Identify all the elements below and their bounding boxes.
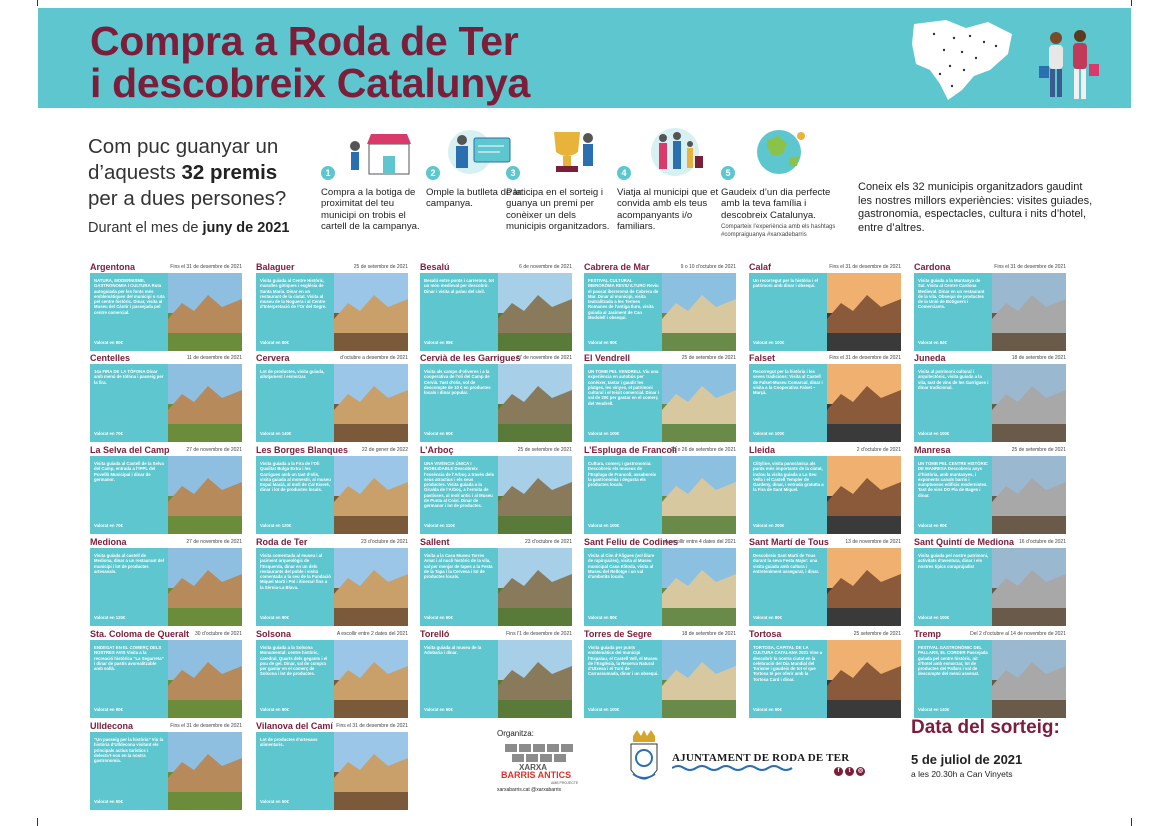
municipality-photo <box>168 548 242 626</box>
prize-description-box <box>749 640 827 718</box>
municipality-card <box>256 629 408 719</box>
prize-value: Valorat en 100€ <box>753 340 785 345</box>
organizer-label: Organitza: <box>497 729 534 738</box>
prize-description: Descobreix Sant Martí de Tous durant la seva Festa Major: una visita guiada amb cultura i entreteniment assegurat, i dinar. <box>753 553 820 574</box>
municipality-card <box>914 629 1066 719</box>
xarxa-barris-antics-logo <box>497 744 593 784</box>
municipality-name: L’Espluga de Francolí <box>584 445 678 455</box>
prize-description: Visita guiada al castell de Mediona, dinar a un restaurant del municipi i lot de productes artesanals. <box>94 553 164 574</box>
prize-description: “Un passeig per la història” Viu la història d’Ulldecona visitant els principals actius turístics i delecta’t-vos en la nostra gastronomia. <box>94 737 164 764</box>
prize-description-box <box>749 456 827 534</box>
prize-value: Valorat en 140€ <box>918 707 950 712</box>
prize-description-box <box>420 364 498 442</box>
municipality-date: 27 de novembre de 2021 <box>186 447 242 453</box>
municipality-photo <box>168 456 242 534</box>
municipality-photo <box>827 640 901 718</box>
municipality-date: d’octubre a desembre de 2021 <box>340 355 408 361</box>
page-title: Compra a Roda de Ter i descobreix Catalunya <box>90 18 531 106</box>
municipality-date: 18 de setembre de 2021 <box>681 631 736 637</box>
municipality-date: 23 d’octubre de 2021 <box>525 539 572 545</box>
prize-description-box <box>90 640 168 718</box>
municipality-name: Sant Feliu de Codines <box>584 537 679 547</box>
crop-mark <box>1131 0 1142 6</box>
prize-value: Valorat en 90€ <box>260 707 289 712</box>
municipality-photo <box>498 456 572 534</box>
prize-description: Visita al patrimoni cultural i arquitectònic, visita guiada a la vila, tast de vins de les Garrigues i dinar tradicional. <box>918 369 989 390</box>
municipality-card <box>914 537 1066 627</box>
municipality-date: 25 de setembre de 2021 <box>353 264 408 270</box>
municipality-card <box>90 445 242 535</box>
prize-description-box <box>914 456 992 534</box>
municipality-name: Sant Martí de Tous <box>749 537 829 547</box>
municipality-photo <box>662 548 736 626</box>
prize-description: TORTOSA, CAPITAL DE LA CULTURA CATALANA 2021 Vine a descobrir la nostra ciutat en la celebració del Dia Mundial del Turisme i gaudeix de tot el que Tortosa té per oferir amb la Tortosa Card i dinar. <box>753 645 823 682</box>
step-5 <box>721 126 846 239</box>
prize-value: Valorat en 110€ <box>424 523 456 528</box>
draw-place: a les 20.30h a Can Vinyets <box>911 769 1013 779</box>
prize-description-box <box>256 640 334 718</box>
step-number: 3 <box>506 166 520 180</box>
prize-description-box <box>749 364 827 442</box>
municipality-name: Cardona <box>914 262 951 272</box>
shop-icon <box>339 126 419 178</box>
municipality-card <box>914 262 1066 352</box>
municipality-name: Tortosa <box>749 629 782 639</box>
municipality-photo <box>168 732 242 810</box>
xarxa-links: xarxabarris.cat @xarxabarris <box>497 787 561 793</box>
prize-description: Visita guiada al museu de la Adobaria i dinar. <box>424 645 482 656</box>
municipality-date: Fins el 31 de desembre de 2021 <box>994 264 1066 270</box>
municipality-photo <box>334 364 408 442</box>
xarxa-logo-text: BARRIS ANTICS <box>501 770 572 780</box>
municipality-name: Argentona <box>90 262 135 272</box>
municipality-name: Sallent <box>420 537 450 547</box>
municipality-photo <box>992 456 1066 534</box>
municipality-photo <box>827 273 901 351</box>
municipality-name: Sant Quintí de Mediona <box>914 537 1015 547</box>
prize-description: FESTIVAL CULTURAL IBERORÒMA REVIU ILTURO Reviu el passat ibereromà de Cabrera de Mar. Dinar al municipi, visita teatralitzada a les Termes Romanes de l’antiga Iluro, visita guiada al Jaciment de Can Modolell i obsequi. <box>588 278 659 321</box>
prize-value: Valorat en 80€ <box>260 340 289 345</box>
prize-description-box <box>584 273 662 351</box>
step-text: Participa en el sorteig i guanya un premi per conèixer un dels municipis organitzadors. <box>506 187 610 233</box>
municipality-date: Fins el 31 de desembre de 2021 <box>170 264 242 270</box>
prize-description: Lot de productes d’artesans alimentaris. <box>260 737 318 748</box>
municipality-name: Besalú <box>420 262 450 272</box>
prize-value: Valorat en 140€ <box>260 431 292 436</box>
municipality-photo <box>168 364 242 442</box>
prize-description-box <box>90 273 168 351</box>
municipality-card <box>90 537 242 627</box>
municipality-date: 16 d’octubre de 2021 <box>1019 539 1066 545</box>
prize-description-box <box>256 456 334 534</box>
prize-description: Visita guiada al Centre Històric, muralles gòtiques i església de Santa Maria. Dinar en un restaurant de la ciutat. Visita al museu de la Noguera i al Centre d’Interpretació de l’Or del Segre. <box>260 278 327 310</box>
prize-value: Valorat en 98€ <box>424 340 453 345</box>
municipality-photo <box>498 364 572 442</box>
prize-description-box <box>90 456 168 534</box>
prize-value: Valorat en 100€ <box>588 707 620 712</box>
prize-description: NATURA, MODERNISME, GASTRONOMIA I CULTURA Ruta autoguiada per les fonts més emblemàtiques del municipi o ruta pel centre històric. Dinar, visita al Museu del Càntir i passejada pel centre comercial. <box>94 278 165 315</box>
twitter-icon[interactable]: t <box>845 767 854 776</box>
globe-icon <box>739 126 819 178</box>
prize-description-box <box>914 273 992 351</box>
municipality-photo <box>992 640 1066 718</box>
prize-description: ENDEGAT EN EL COMERÇ DELS NOSTRES AVIS Visita a la recreació històrica “La Segarreta” i dinar de pastís avorealitzable amb sollà. <box>94 645 164 672</box>
prize-description-box <box>914 364 992 442</box>
prize-description: Un recorregut per la història i el patrimoni amb dinar i obsequi. <box>753 278 818 289</box>
municipality-photo <box>662 456 736 534</box>
prize-description-box <box>420 456 498 534</box>
prize-description-box <box>256 732 334 810</box>
prize-value: Valorat en 100€ <box>918 615 950 620</box>
step-4 <box>617 126 722 233</box>
prize-description: Visita comentada al museu i al jaciment arqueològic de l’Esquerda, dinar en un dels restaurants del poble i visita comentada a la seu de la Fundació Miquel Martí i Pol i itinerari fins a la Sèrnia-La Blava. <box>260 553 331 590</box>
municipality-card <box>90 262 242 352</box>
municipality-card <box>420 445 572 535</box>
municipality-card <box>584 262 736 352</box>
municipality-name: Juneda <box>914 353 946 363</box>
prize-value: Valorat en 100€ <box>753 431 785 436</box>
step-text: Compra a la botiga de proximitat del teu municipi on trobis el cartell de la campanya. <box>321 187 420 233</box>
prize-value: Valorat en 120€ <box>94 615 126 620</box>
prize-description-box <box>420 273 498 351</box>
municipality-name: L’Arboç <box>420 445 454 455</box>
prize-value: Valorat en 60€ <box>424 431 453 436</box>
municipality-card <box>749 353 901 443</box>
prize-value: Valorat en 90€ <box>94 340 123 345</box>
facebook-icon[interactable]: f <box>834 767 843 776</box>
municipality-name: Mediona <box>90 537 127 547</box>
municipality-card <box>914 445 1066 535</box>
municipality-card <box>90 721 242 811</box>
prize-description: Visita guiada a la Fira de l’Oli Qualitat Bulga Extra i les Garrigues amb un tast d’olis, visita guiada al monestir, al museu Espai Macià, al molí de Cal Eixeré, dinar i lot de productes locals. <box>260 461 331 493</box>
prize-description-box <box>749 273 827 351</box>
municipality-photo <box>168 273 242 351</box>
xarxa-logo-text: XARXA <box>519 763 548 772</box>
municipality-card <box>256 721 408 811</box>
prize-description: Besalú entre ponts i carrerons, tot un món medieval per descobrir. Dinar i visita al palau del civil. <box>424 278 494 294</box>
prize-description-box <box>420 548 498 626</box>
municipality-name: El Vendrell <box>584 353 631 363</box>
prize-description-box <box>914 548 992 626</box>
prize-value: Valorat en 70€ <box>94 523 123 528</box>
municipality-card <box>420 629 572 719</box>
header-banner <box>38 8 1131 108</box>
catalonia-map-icon <box>904 14 1024 104</box>
municipality-name: Balaguer <box>256 262 295 272</box>
municipality-card <box>420 537 572 627</box>
prize-value: Valorat en 70€ <box>94 431 123 436</box>
municipality-photo <box>992 273 1066 351</box>
municipality-card <box>90 353 242 443</box>
step-number: 5 <box>721 166 735 180</box>
prize-description: Recorregut per la història i les seves tradicions: Visita al Castell de Falset-Museu Comarcal, dinar i visita a la Cooperativa Falset – Marçà. <box>753 369 823 396</box>
municipality-name: Falset <box>749 353 776 363</box>
prize-description-box <box>256 548 334 626</box>
prize-description: Visita al Cim d’Àligues (vol lliure de rapinyaires), visita al Museu municipal Casa Elitoda, visita al Museu del Rellotge i un val d’ambotits locals. <box>588 553 655 580</box>
municipality-date: 27 de novembre de 2021 <box>516 355 572 361</box>
prize-description-box <box>420 640 498 718</box>
municipality-date: 30 d’octubre de 2021 <box>195 631 242 637</box>
prize-description: FESTIVAL GASTRONÒMIC DEL PALLARS, EL CORDER Passejada guiada pel centre històric, nit d’hotel amb esmorzar, lot de productes del Pallars i val de descompte del menú assenat. <box>918 645 988 677</box>
municipality-name: Roda de Ter <box>256 537 308 547</box>
municipality-date: 18 de setembre de 2021 <box>1011 355 1066 361</box>
crop-mark <box>1131 818 1142 826</box>
municipality-card <box>420 262 572 352</box>
prize-value: Valorat en 60€ <box>424 707 453 712</box>
municipality-photo <box>827 364 901 442</box>
municipality-name: Manresa <box>914 445 951 455</box>
crop-mark <box>37 0 48 6</box>
municipality-card <box>420 353 572 443</box>
municipality-date: Del 2 d’octubre al 14 de novembre de 2021 <box>970 631 1066 637</box>
municipality-name: Sta. Coloma de Queralt <box>90 629 190 639</box>
municipality-name: Torres de Segre <box>584 629 652 639</box>
step-hashtags: Comparteix l’experiència amb els hashtags #compraiguanya #xarxadebarris <box>721 224 836 239</box>
municipality-photo <box>662 273 736 351</box>
step-text: Omple la butlleta de la campanya. <box>426 187 522 210</box>
municipality-date: Fins el 31 de desembre de 2021 <box>170 723 242 729</box>
ajuntament-logo-wave <box>672 764 794 772</box>
municipality-date: 11 de desembre de 2021 <box>186 355 242 361</box>
municipality-date: 13 de novembre de 2021 <box>845 539 901 545</box>
municipality-date: 25 de setembre de 2021 <box>1011 447 1066 453</box>
municipality-photo <box>827 456 901 534</box>
municipality-photo <box>334 273 408 351</box>
municipality-card <box>256 445 408 535</box>
municipality-name: Calaf <box>749 262 772 272</box>
municipality-name: Vilanova del Camí <box>256 721 333 731</box>
draw-date: 5 de juliol de 2021 <box>911 752 1023 767</box>
municipality-card <box>584 629 736 719</box>
prize-description: UN TOMB PEL VENDRELL Viu una experiència en autobús per conèixer, tastar i gaudir les platges, les vinyes, el patrimoni cultural i el teixit comercial. Dinar i val de 20€ per gastar en el comerç del Vendrell. <box>588 369 659 406</box>
xarxa-logo-text: AMB PROJECTE <box>551 781 579 784</box>
municipality-date: Fins l’1 de desembre de 2021 <box>506 631 572 637</box>
step-number: 2 <box>426 166 440 180</box>
municipality-date: Fins el 31 de desembre de 2021 <box>336 723 408 729</box>
prize-description-box <box>256 273 334 351</box>
municipality-date: 6 de novembre de 2021 <box>519 264 572 270</box>
municipality-photo <box>992 548 1066 626</box>
prize-description: Visita guiada per punts emblemàtics del municipi l’Espalau, el Castell Vell, el Museu de l’Església, la Reserva Natural d’Utxesa i el Turó de Carrassumada, dinar i un obsequi. <box>588 645 659 677</box>
prize-description: Visita als camps d’oliveres i a la cooperativa de l’oli del Camp de Cervià. Tast d’olis, vol de descompte de 10 € en productes locals i dinar popular. <box>424 369 491 396</box>
municipality-name: Solsona <box>256 629 292 639</box>
prize-value: Valorat en 90€ <box>94 707 123 712</box>
prize-description-box <box>584 364 662 442</box>
municipality-card <box>584 353 736 443</box>
municipality-name: Torelló <box>420 629 450 639</box>
municipality-name: La Selva del Camp <box>90 445 170 455</box>
step-3 <box>506 126 611 233</box>
prize-value: Valorat en 84€ <box>918 340 947 345</box>
municipality-name: Cabrera de Mar <box>584 262 650 272</box>
municipality-photo <box>334 548 408 626</box>
prize-value: Valorat en 100€ <box>588 523 620 528</box>
prize-question: Com puc guanyar un d’aquests 32 premis per a dues persones? <box>88 135 287 210</box>
prize-description: Visita guiada al Castell de la Selva del Camp, entrada a l’IPPL del Puvellò Municipal i dinar de germanor. <box>94 461 164 482</box>
instagram-icon[interactable]: ◎ <box>857 768 864 774</box>
municipality-date: 25 setembre de 2021 <box>853 631 901 637</box>
municipality-name: Ulldecona <box>90 721 134 731</box>
municipality-date: 25 de setembre de 2021 <box>517 447 572 453</box>
prize-value: Valorat en 50€ <box>260 799 289 804</box>
prize-value: Valorat en 100€ <box>918 431 950 436</box>
prize-description-box <box>584 456 662 534</box>
municipality-date: 25 o 26 de setembre de 2021 <box>670 447 736 453</box>
municipality-photo <box>498 640 572 718</box>
prize-value: Valorat en 90€ <box>260 615 289 620</box>
municipality-photo <box>334 732 408 810</box>
campaign-period: Durant el mes de juny de 2021 <box>88 220 290 236</box>
municipality-card <box>90 629 242 719</box>
municipality-date: Fins el 31 de desembre de 2021 <box>829 264 901 270</box>
prize-description-box <box>584 640 662 718</box>
prize-description: Ciltyline, visita panoràmica als punts més importants de la ciutat, inclou la visita guiada a La Seu Vella i el Castell Templer de Gardeny, dinar, i entrada gratuïta a la Fira de Sant Miquel. <box>753 461 824 493</box>
prize-value: Valorat en 80€ <box>588 615 617 620</box>
municipality-date: 25 de setembre de 2021 <box>681 355 736 361</box>
draw-title: Data del sorteig: <box>911 717 1060 738</box>
prize-description-box <box>584 548 662 626</box>
municipality-photo <box>334 456 408 534</box>
prize-description-box <box>90 732 168 810</box>
prize-description-box <box>90 364 168 442</box>
prize-description-box <box>914 640 992 718</box>
prize-description: Visita a la Casa Museu Torres Amat i al nucli històric de la vila, val per menjar de tapes a la Festa de la Tapa i la Cervesa i lot de productes locals. <box>424 553 493 580</box>
municipality-photo <box>498 548 572 626</box>
municipality-photo <box>168 640 242 718</box>
prize-value: Valorat en 90€ <box>588 340 617 345</box>
prize-value: Valorat en 120€ <box>260 523 292 528</box>
prize-description-box <box>90 548 168 626</box>
prize-description: Visita guiada a la Muntanya de Sal. Visita al Centre Cardona Medieval. Dinar en un restaurant de la vila. Obsequi de productes de la Unió de Botiguers i Comerciants. <box>918 278 985 310</box>
crop-mark <box>37 818 48 826</box>
municipality-card <box>749 445 901 535</box>
prize-value: Valorat en 60€ <box>424 615 453 620</box>
prize-description-box <box>256 364 334 442</box>
municipality-date: 2 d’octubre de 2021 <box>856 447 901 453</box>
municipality-card <box>256 353 408 443</box>
ajuntament-logo-text: AJUNTAMENT DE RODA DE TER <box>672 752 850 764</box>
municipality-card <box>584 537 736 627</box>
prize-description-box <box>749 548 827 626</box>
trophy-icon <box>524 126 604 178</box>
prize-description: Lot de productes, visita guiada, allotjament i esmorzar. <box>260 369 325 380</box>
municipality-card <box>749 262 901 352</box>
organizers-intro: Coneix els 32 municipis organitzadors gaudint les nostres millors experiències: visites guiades, gastronomia, espectacles, cultura i nits d’hotel, entre d’altres. <box>858 181 1093 234</box>
step-text: Gaudeix d’un dia perfecte amb la teva família i descobreix Catalunya. <box>721 187 831 221</box>
municipality-name: Tremp <box>914 629 942 639</box>
municipality-card <box>914 353 1066 443</box>
municipality-photo <box>662 364 736 442</box>
step-number: 1 <box>321 166 335 180</box>
municipality-date: 9 o 10 d’octubre de 2021 <box>680 264 736 270</box>
roda-de-ter-coat-of-arms <box>627 730 661 788</box>
municipality-photo <box>662 640 736 718</box>
municipality-card <box>256 537 408 627</box>
municipality-date: 27 de novembre de 2021 <box>186 539 242 545</box>
municipality-photo <box>992 364 1066 442</box>
municipality-date: A escollir entre 4 dates del 2021 <box>664 539 736 545</box>
prize-value: Valorat en 90€ <box>753 707 782 712</box>
municipality-name: Centelles <box>90 353 131 363</box>
prize-description: UN TOMB PEL CENTRE HISTÒRIC DE MANRESA Descobreix anys d’història, amb muntanyes, i exponents canals barris i sumptuosos edificis modernistes. Tast de vins DO Pla de Bages i dinar. <box>918 461 989 498</box>
municipality-date: A escollir entre 2 dates del 2021 <box>336 631 408 637</box>
municipality-date: 23 d’octubre de 2021 <box>361 539 408 545</box>
step-number: 4 <box>617 166 631 180</box>
social-icons <box>834 767 865 776</box>
municipality-card <box>256 262 408 352</box>
municipality-photo <box>334 640 408 718</box>
step-text: Viatja al municipi que et convida amb els teus acompanyants i/o familiars. <box>617 187 719 233</box>
prize-value: Valorat en 50€ <box>94 799 123 804</box>
prize-value: Valorat en 200€ <box>753 523 785 528</box>
municipality-date: Fins el 31 de desembre de 2021 <box>829 355 901 361</box>
travel-family-icon <box>635 126 715 178</box>
municipality-photo <box>498 273 572 351</box>
prize-description: UNA VIVÈNCIA ÚNICA I INOBLIDABLE Descobreix l’essència de l’Arboç a través dels seus atractius i els seus productes. Visita guiada a la Giralda de l’Arboç, a l’ermita de pastisses, al molí antic i al Museu de Punta al Coixí. Dinar de germanor i lot de productes. <box>424 461 494 509</box>
municipality-name: Lleida <box>749 445 776 455</box>
municipality-card <box>749 629 901 719</box>
step-1 <box>321 126 426 233</box>
municipality-card <box>749 537 901 627</box>
municipality-name: Les Borges Blanques <box>256 445 349 455</box>
municipality-card <box>584 445 736 535</box>
municipality-photo <box>827 548 901 626</box>
municipality-date: 22 de gener de 2022 <box>361 447 408 453</box>
prize-description: Cultura, comerç i gastronomia: Descobreix els museus de l’Espluga de Francolí, assaboreix la gastronomia i degusta els productes locals. <box>588 461 657 488</box>
prize-value: Valorat en 90€ <box>918 523 947 528</box>
municipality-name: Cervià de les Garrigues <box>420 353 521 363</box>
prize-description: 14a FIRA DE LA TÒFONA Dinar amb menú de tòfona i passeig per la fira. <box>94 369 164 385</box>
prize-value: Valorat en 80€ <box>753 615 782 620</box>
prize-description: Visita guiada a la Solsona Monumental: centre històric, catedral, Quarts dels gegants i el pou de gel. Dinar, val de compra per gastar en el comerç de Solsona i lot de productes. <box>260 645 328 677</box>
municipality-name: Cervera <box>256 353 290 363</box>
prize-description: Visita guiada pel nostre patrimoni, activitats d’aventura, dinar i els nostres típics coraprujadis! <box>918 553 989 569</box>
prize-value: Valorat en 100€ <box>588 431 620 436</box>
shopping-couple-illustration <box>1034 26 1104 104</box>
